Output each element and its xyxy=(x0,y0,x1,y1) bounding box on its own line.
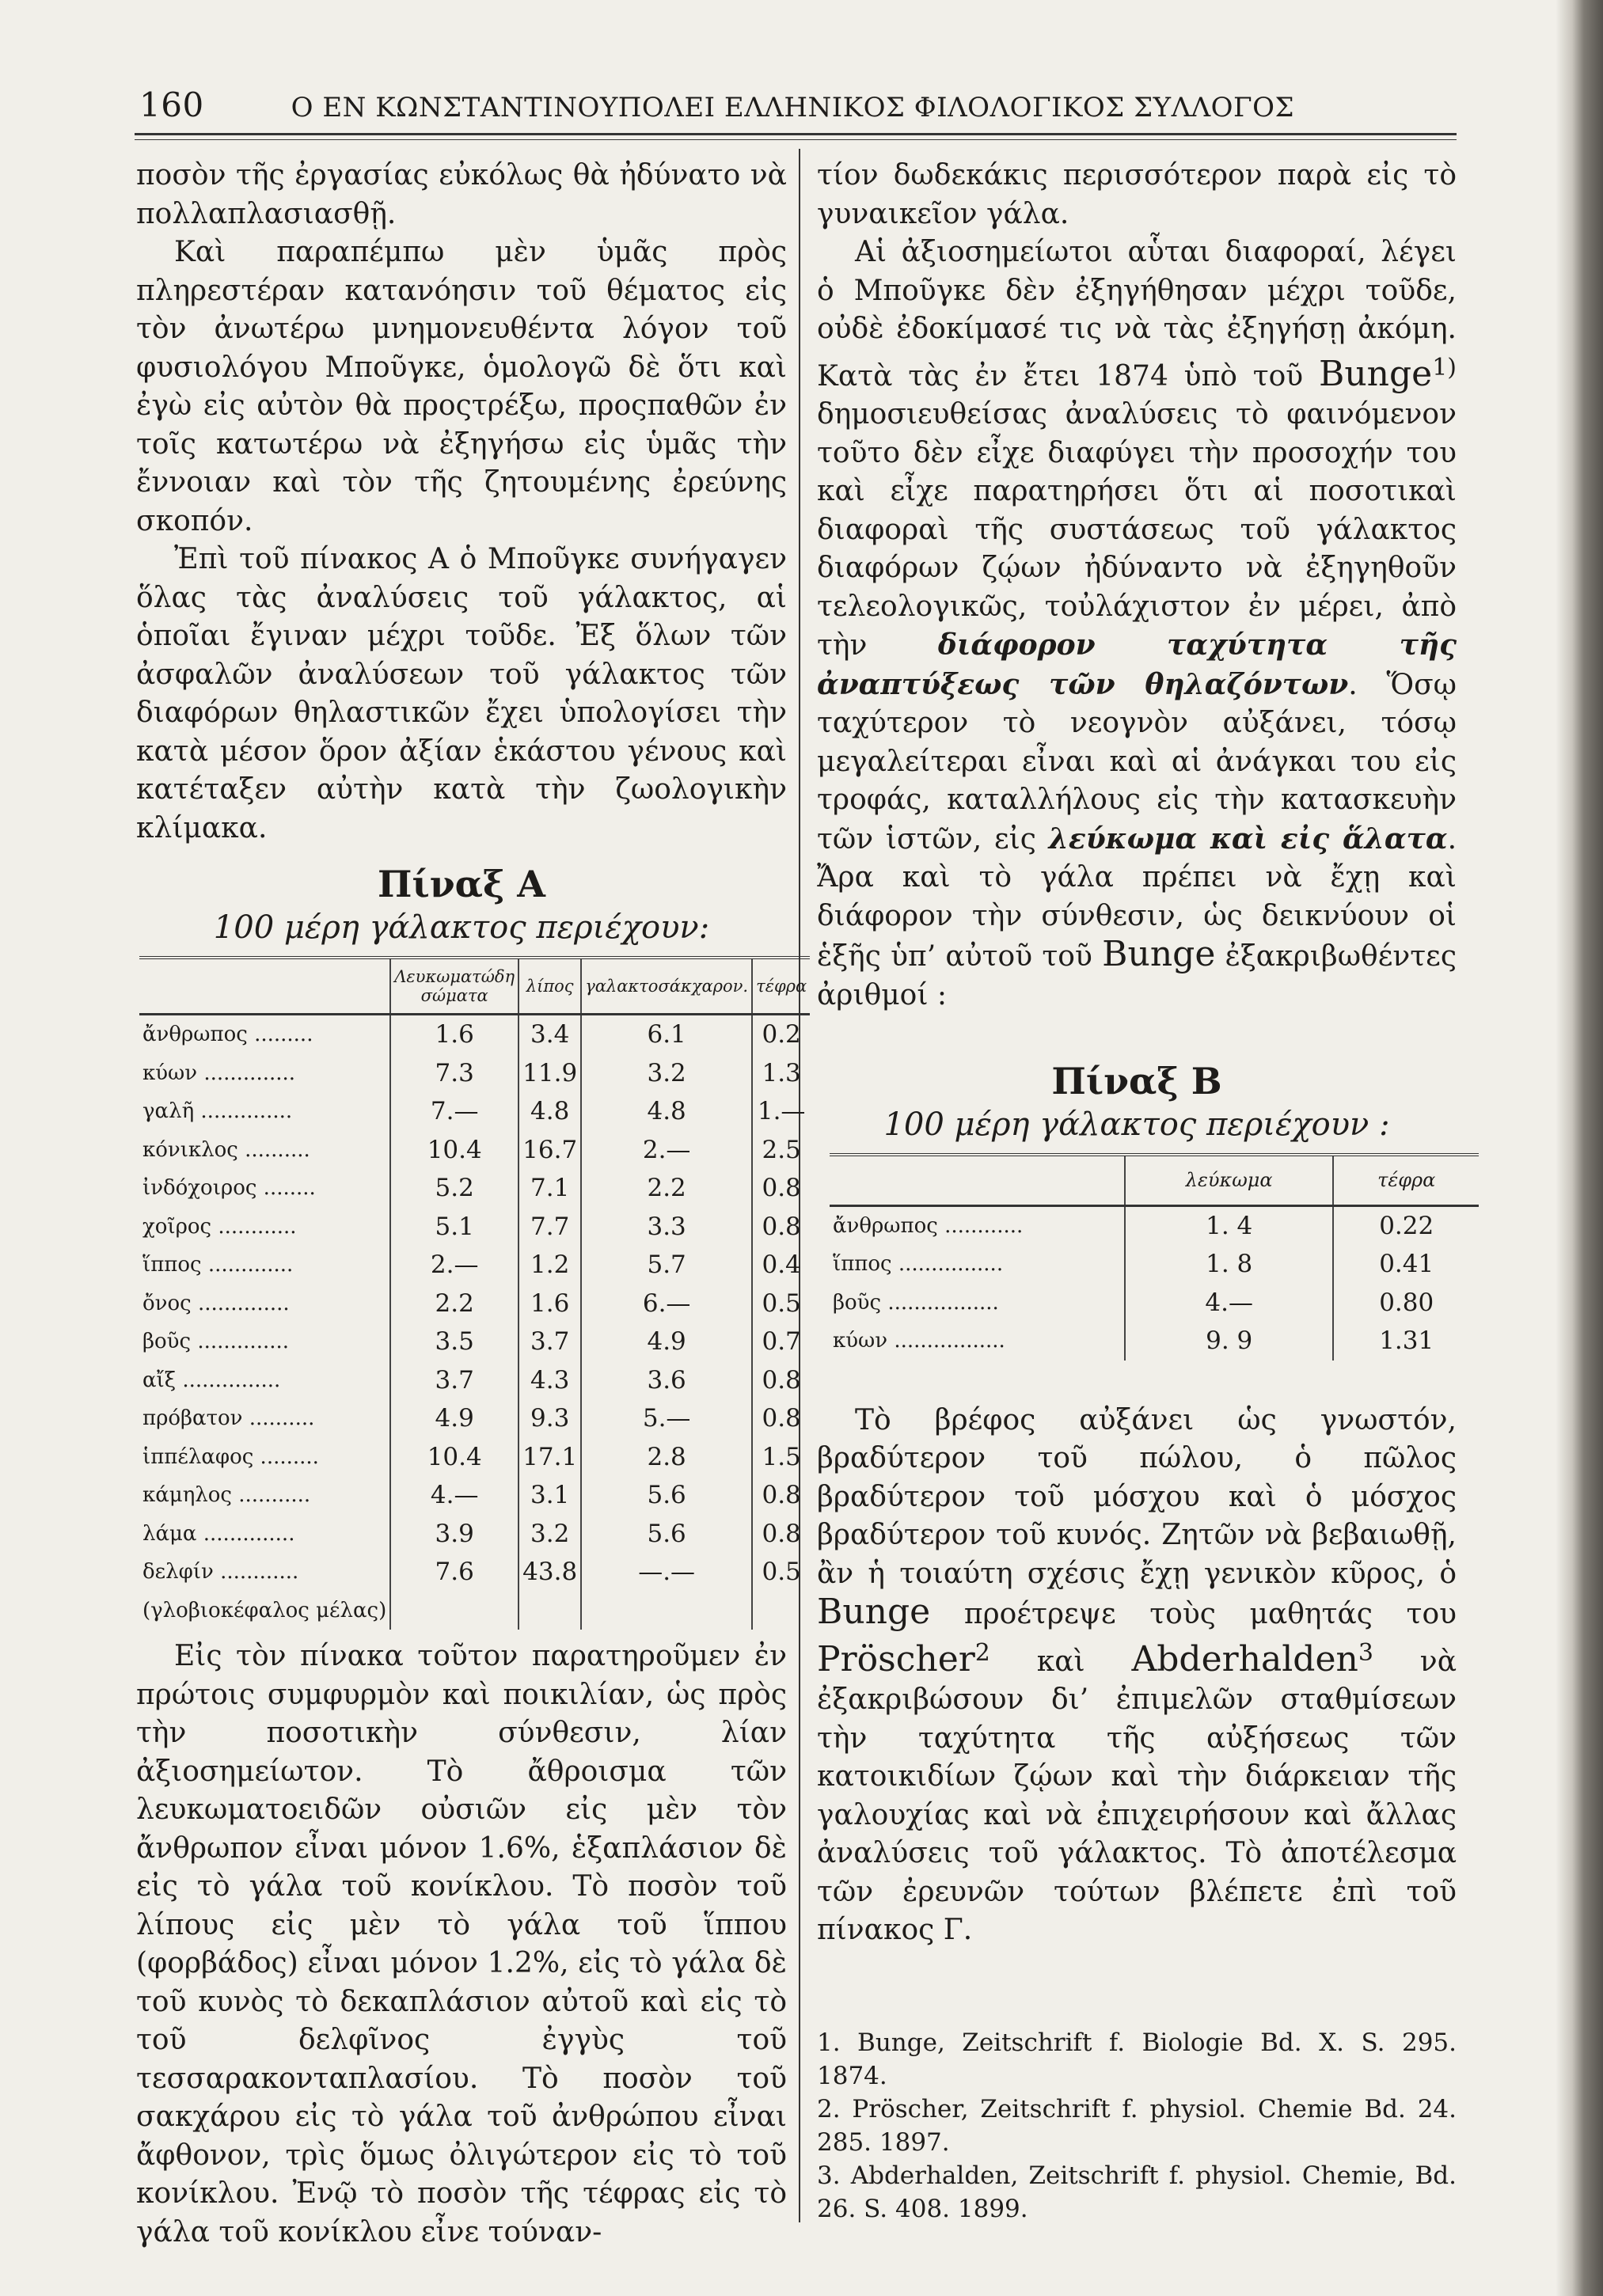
running-header xyxy=(139,85,1469,124)
table-a-row xyxy=(139,1246,810,1285)
table-cell: 5.— xyxy=(581,1399,752,1438)
table-b-header-row xyxy=(830,1155,1479,1205)
table-cell: 2.5 xyxy=(752,1131,810,1170)
table-cell: 3.2 xyxy=(519,1515,581,1554)
row-label: ἄνθρωπος ............ xyxy=(833,1213,1024,1238)
table-cell: 7.3 xyxy=(390,1054,519,1093)
row-label: ἵππος ............. xyxy=(142,1253,294,1277)
table-cell: 1.— xyxy=(752,1092,810,1131)
table-a-row xyxy=(139,1438,810,1477)
table-cell: 2.— xyxy=(581,1131,752,1170)
text-run: ἐξακριβωθέντες ἀριθμοί : xyxy=(817,940,1457,1011)
table-cell: 0.8 xyxy=(752,1169,810,1208)
table-cell: 3.4 xyxy=(519,1015,581,1054)
table-a-row xyxy=(139,1592,810,1630)
row-label: χοῖρος ............ xyxy=(142,1214,297,1239)
table-cell: 10.4 xyxy=(390,1438,519,1477)
row-label: κάμηλος ........... xyxy=(142,1483,311,1507)
footnote: 1. Bunge, Zeitschrift f. Biologie Bd. X. S. 295. 1874. xyxy=(817,2028,1457,2090)
table-cell: 0.8 xyxy=(752,1399,810,1438)
table-cell: 1.6 xyxy=(390,1015,519,1054)
header-rule-thin xyxy=(135,139,1457,140)
table-cell: 0.8 xyxy=(752,1208,810,1247)
emphasis-text: λεύκωμα καὶ εἰς ἅλατα xyxy=(1048,822,1448,856)
table-a-row xyxy=(139,1285,810,1323)
table-a-header: τέφρα xyxy=(752,958,810,1015)
table-cell: 6.1 xyxy=(581,1015,752,1054)
row-label: βοῦς .............. xyxy=(142,1330,290,1353)
table-a-header xyxy=(139,958,390,1015)
table-b-header: λεύκωμα xyxy=(1125,1155,1333,1205)
table-cell: 5.6 xyxy=(581,1515,752,1554)
table-cell: 2.— xyxy=(390,1246,519,1285)
table-a-row xyxy=(139,1208,810,1247)
table-a-row xyxy=(139,1131,810,1170)
table-a-row xyxy=(139,1092,810,1131)
table-cell: 1.5 xyxy=(752,1438,810,1477)
table-cell: 3.1 xyxy=(519,1476,581,1515)
table-b-row xyxy=(830,1205,1479,1245)
table-cell: 7.— xyxy=(390,1092,519,1131)
emphasis-text: διάφορον ταχύτητα τῆς ἀναπτύξεως τῶν θηλαζόντων xyxy=(817,628,1457,701)
left-paragraph-2: Καὶ παραπέμπω μὲν ὑμᾶς πρὸς πληρεστέραν κατανόησιν τοῦ θέματος εἰς τὸν ἀνωτέρω μνημονευθέντα λόγον τοῦ φυσιολόγου Μποῦγκε, ὁμολογῶ δὲ ὅτι καὶ ἐγὼ εἰς αὐτὸν θὰ προςτρέξω, προςπαθῶν ἐν τοῖς κατωτέρω νὰ ἐξηγήσω εἰς ὑμᾶς τὴν ἔννοιαν καὶ τὸν τῆς ζητουμένης ἐρεύνης σκοπόν. xyxy=(136,236,787,537)
table-cell: 0.5 xyxy=(752,1553,810,1592)
table-cell: 0.8 xyxy=(752,1515,810,1554)
table-cell: 3.7 xyxy=(390,1361,519,1400)
table-cell: 3.9 xyxy=(390,1515,519,1554)
table-cell: 3.5 xyxy=(390,1323,519,1361)
table-b-row xyxy=(830,1322,1479,1361)
table-cell: 10.4 xyxy=(390,1131,519,1170)
table-cell: 3.7 xyxy=(519,1323,581,1361)
table-a-subtitle: 100 μέρη γάλακτος περιέχουν: xyxy=(213,909,710,946)
left-paragraph-4: Εἰς τὸν πίνακα τοῦτον παρατηροῦμεν ἐν πρώτοις συμφυρμὸν καὶ ποικιλίαν, ὡς πρὸς τὴν ποσοτικὴν σύνθεσιν, λίαν ἀξιοσημείωτον. Τὸ ἄθροισμα τῶν λευκωματοειδῶν οὐσιῶν εἰς μὲν τὸν ἄνθρωπον εἶναι μόνον 1.6%, ἑξαπλάσιον δὲ εἰς τὸ γάλα τοῦ κονίκλου. Τὸ ποσὸν τοῦ λίπους εἰς μὲν τὸ γάλα τοῦ ἵππου (φορβάδος) εἶναι μόνον 1.2%, εἰς τὸ γάλα δὲ τοῦ κυνὸς τὸ δεκαπλάσιον αὐτοῦ καὶ εἰς τὸ τοῦ δελφῖνος ἐγγὺς τοῦ τεσσαρακονταπλασίου. Τὸ ποσὸν τοῦ σακχάρου εἰς τὸ γάλα τοῦ ἀνθρώπου εἶναι ἄφθονον, τρὶς ὅμως ὀλιγώτερον εἰς τὸ τοῦ κονίκλου. Ἐνῷ τὸ ποσὸν τῆς τέφρας εἰς τὸ γάλα τοῦ κονίκλου εἶνε τούναν- xyxy=(136,1640,787,2249)
footnote: 3. Abderhalden, Zeitschrift f. physiol. Chemie, Bd. 26. S. 408. 1899. xyxy=(817,2161,1457,2223)
table-a-header-row xyxy=(139,958,810,1015)
row-label: πρόβατον .......... xyxy=(142,1406,315,1430)
table-a xyxy=(139,956,810,1630)
table-cell: 3.6 xyxy=(581,1361,752,1400)
table-b-row xyxy=(830,1284,1479,1323)
table-a-row xyxy=(139,1361,810,1400)
row-label: κόνικλος .......... xyxy=(142,1137,310,1162)
table-cell: 4.— xyxy=(390,1476,519,1515)
table-cell: 5.7 xyxy=(581,1246,752,1285)
table-b-title: Πίναξ Β xyxy=(1051,1060,1222,1102)
table-cell: 0.8 xyxy=(752,1476,810,1515)
row-label: γαλῆ .............. xyxy=(142,1099,293,1123)
left-column xyxy=(136,157,807,2252)
footnote-marker: 2 xyxy=(974,1638,990,1667)
table-cell: —.— xyxy=(581,1553,752,1592)
table-cell xyxy=(519,1592,581,1630)
table-cell: 17.1 xyxy=(519,1438,581,1477)
header-rule xyxy=(135,133,1457,135)
table-a-row xyxy=(139,1015,810,1054)
table-cell: 3.2 xyxy=(581,1054,752,1093)
table-cell: 1.6 xyxy=(519,1285,581,1323)
author-name-proscher: Pröscher xyxy=(817,1638,975,1679)
table-a-row xyxy=(139,1323,810,1361)
table-b-subtitle: 100 μέρη γάλακτος περιέχουν : xyxy=(883,1106,1390,1143)
table-cell: 0.7 xyxy=(752,1323,810,1361)
table-cell xyxy=(390,1592,519,1630)
table-a-header: γαλακτοσάκχαρον. xyxy=(581,958,752,1015)
footnote-marker: 1) xyxy=(1432,353,1457,381)
table-cell: 3.3 xyxy=(581,1208,752,1247)
table-cell: 0.22 xyxy=(1333,1205,1479,1245)
author-name-abderhalden: Abderhalden xyxy=(1131,1638,1358,1679)
author-name-bunge: Bunge xyxy=(817,1592,931,1632)
row-label: αἴξ ............... xyxy=(142,1368,281,1392)
table-a-row xyxy=(139,1476,810,1515)
table-a-row xyxy=(139,1515,810,1554)
text-run: Αἱ ἀξιοσημείωτοι αὗται διαφοραί, λέγει ὁ Μποῦγκε δὲν ἐξηγήθησαν μέχρι τοῦδε, οὐδὲ ἐδοκίμασέ τις νὰ τὰς ἐξηγήσῃ ἀκόμη. Κατὰ τὰς ἐν ἔτει 1874 ὑπὸ τοῦ xyxy=(817,236,1457,393)
row-label: ἄνθρωπος ......... xyxy=(142,1023,313,1046)
table-cell: 0.5 xyxy=(752,1285,810,1323)
running-title: Ο ΕΝ ΚΩΝΣΤΑΝΤΙΝΟΥΠΟΛΕΙ ΕΛΛΗΝΙΚΟΣ ΦΙΛΟΛΟΓΙΚΟΣ ΣΥΛΛΟΓΟΣ xyxy=(291,92,1295,123)
footnotes xyxy=(817,2026,1457,2226)
footnote: 2. Pröscher, Zeitschrift f. physiol. Chemie Bd. 24. 285. 1897. xyxy=(817,2094,1457,2157)
table-a-header: λίπος xyxy=(519,958,581,1015)
table-a-row xyxy=(139,1054,810,1093)
table-cell: 5.1 xyxy=(390,1208,519,1247)
table-b xyxy=(830,1153,1479,1361)
table-cell: 5.6 xyxy=(581,1476,752,1515)
right-paragraph-2 xyxy=(817,233,1457,1015)
author-name-bunge: Bunge xyxy=(1102,934,1216,974)
right-column xyxy=(817,157,1457,2226)
table-cell: 6.— xyxy=(581,1285,752,1323)
author-name-bunge: Bunge xyxy=(1318,353,1433,394)
table-a-row xyxy=(139,1169,810,1208)
table-cell: 2.8 xyxy=(581,1438,752,1477)
left-paragraph-3: Ἐπὶ τοῦ πίνακος Α ὁ Μποῦγκε συνήγαγεν ὅλας τὰς ἀναλύσεις τοῦ γάλακτος, αἱ ὁποῖαι ἔγιναν μέχρι τοῦδε. Ἐξ ὅλων τῶν ἀσφαλῶν ἀναλύσεων τοῦ γάλακτος τῶν διαφόρων θηλαστικῶν ἔχει ὑπολογίσει τὴν κατὰ μέσον ὅρον ἀξίαν ἑκάστου γένους καὶ κατέταξεν αὐτὴν κατὰ τὴν ζωολογικὴν κλίμακα. xyxy=(136,543,787,844)
table-cell: 43.8 xyxy=(519,1553,581,1592)
text-run: . Ὅσῳ ταχύτερον τὸ νεογνὸν αὐξάνει, τόσῳ μεγαλείτεραι εἶναι καὶ αἱ ἀνάγκαι του εἰς τροφάς, καταλλήλους εἰς τὴν κατασκευὴν τῶν ἱστῶν, εἰς xyxy=(817,668,1457,856)
table-a-header: Λευκωματώδη σώματα xyxy=(390,958,519,1015)
row-label: κύων .............. xyxy=(142,1061,296,1085)
table-a-row xyxy=(139,1553,810,1592)
row-label: ἱππέλαφος ......... xyxy=(142,1444,319,1469)
text-run: δημοσιευθείσας ἀναλύσεις τὸ φαινόμενον τοῦτο δὲν εἶχε διαφύγει τὴν προσοχήν του καὶ εἶχε παρατηρήσει ὅτι αἱ ποσοτικαὶ διαφοραὶ τῆς συστάσεως τοῦ γάλακτος διαφόρων ζῴων ἠδύναντο νὰ ἐξηγηθοῦν τελεολογικῶς, τοὐλάχιστον ἐν μέρει, ἀπὸ τὴν xyxy=(817,398,1457,662)
table-cell: 7.6 xyxy=(390,1553,519,1592)
table-cell: 0.80 xyxy=(1333,1284,1479,1323)
table-cell: 0.2 xyxy=(752,1015,810,1054)
table-cell: 4.8 xyxy=(581,1092,752,1131)
row-label: ὄνος .............. xyxy=(142,1291,290,1315)
table-cell xyxy=(581,1592,752,1630)
table-cell: 2.2 xyxy=(581,1169,752,1208)
row-label: ἰνδόχοιρος ........ xyxy=(142,1176,316,1200)
table-cell: 4.9 xyxy=(581,1323,752,1361)
row-label: βοῦς ................. xyxy=(833,1290,999,1315)
row-label: λάμα .............. xyxy=(142,1521,295,1546)
table-cell: 0.41 xyxy=(1333,1245,1479,1284)
table-a-row xyxy=(139,1399,810,1438)
table-cell: 16.7 xyxy=(519,1131,581,1170)
table-cell: 0.4 xyxy=(752,1246,810,1285)
table-cell: 1.31 xyxy=(1333,1322,1479,1361)
table-cell: 5.2 xyxy=(390,1169,519,1208)
text-run: προέτρεψε τοὺς μαθητάς του xyxy=(930,1598,1457,1630)
page-number: 160 xyxy=(139,85,204,124)
table-cell: 4.3 xyxy=(519,1361,581,1400)
row-label: (γλοβιοκέφαλος μέλας) xyxy=(142,1598,387,1622)
table-b-header xyxy=(830,1155,1125,1205)
right-paragraph-3 xyxy=(817,1402,1457,1950)
table-b-header: τέφρα xyxy=(1333,1155,1479,1205)
table-cell: 4.8 xyxy=(519,1092,581,1131)
row-label: δελφίν ............ xyxy=(142,1560,299,1584)
table-cell: 9. 9 xyxy=(1125,1322,1333,1361)
table-cell: 4.9 xyxy=(390,1399,519,1438)
table-cell: 1.2 xyxy=(519,1246,581,1285)
table-cell: 1. 8 xyxy=(1125,1245,1333,1284)
table-cell: 0.8 xyxy=(752,1361,810,1400)
text-run: Τὸ βρέφος αὐξάνει ὡς γνωστόν, βραδύτερον τοῦ πώλου, ὁ πῶλος βραδύτερον τοῦ μόσχου καὶ ὁ μόσχος βραδύτερον τοῦ κυνός. Ζητῶν νὰ βεβαιωθῇ, ἂν ἡ τοιαύτη σχέσις ἔχῃ γενικὸν κῦρος, ὁ xyxy=(817,1403,1457,1590)
table-cell: 11.9 xyxy=(519,1054,581,1093)
table-cell: 1. 4 xyxy=(1125,1205,1333,1245)
table-a-title: Πίναξ Α xyxy=(378,863,545,905)
table-b-row xyxy=(830,1245,1479,1284)
text-run: . Ἄρα καὶ τὸ γάλα πρέπει νὰ ἔχῃ καὶ διάφορον τὴν σύνθεσιν, ὡς δεικνύουν οἱ ἑξῆς ὑπ’ αὐτοῦ τοῦ xyxy=(817,822,1457,973)
row-label: ἵππος ................ xyxy=(833,1252,1004,1276)
footnote-marker: 3 xyxy=(1358,1638,1373,1667)
row-label: κύων ................. xyxy=(833,1329,1005,1353)
table-cell: 1.3 xyxy=(752,1054,810,1093)
table-cell xyxy=(752,1592,810,1630)
table-cell: 7.1 xyxy=(519,1169,581,1208)
table-cell: 2.2 xyxy=(390,1285,519,1323)
text-run: νὰ ἐξακριβώσουν δι’ ἐπιμελῶν σταθμίσεων τὴν ταχύτητα τῆς αὐξήσεως τῶν κατοικιδίων ζῴων καὶ τὴν διάρκειαν τῆς γαλουχίας καὶ νὰ ἐπιχειρήσουν καὶ ἄλλας ἀναλύσεις τοῦ γάλακτος. Τὸ ἀποτέλεσμα τῶν ἐρευνῶν τούτων βλέπετε ἐπὶ τοῦ πίνακος Γ. xyxy=(817,1645,1457,1946)
left-paragraph-1: ποσὸν τῆς ἐργασίας εὐκόλως θὰ ἠδύνατο νὰ πολλαπλασιασθῇ. xyxy=(136,159,787,230)
right-paragraph-1: τίον δωδεκάκις περισσότερον παρὰ εἰς τὸ γυναικεῖον γάλα. xyxy=(817,159,1457,230)
page-edge-shadow xyxy=(1556,0,1603,2296)
table-cell: 9.3 xyxy=(519,1399,581,1438)
text-run: καὶ xyxy=(990,1645,1132,1678)
table-cell: 4.— xyxy=(1125,1284,1333,1323)
table-cell: 7.7 xyxy=(519,1208,581,1247)
